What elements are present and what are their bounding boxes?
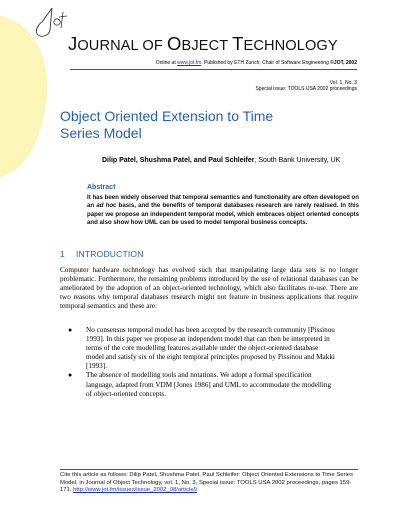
section-heading-introduction: 1 INTRODUCTION bbox=[60, 249, 144, 259]
intro-bullet-list bbox=[68, 326, 338, 399]
footer-divider bbox=[60, 469, 358, 470]
intro-paragraph: Computer hardware technology has evolved such that manipulating large data sets is no longer problematic. Furthermore, the remaining problems introduced by the use of relational databases can be ameliorated by the adoption of an object-oriented technology, which also facilitates re-use. There are two reasons why temporal databases research might not feature in business applications that require temporal semantics and these are: bbox=[60, 266, 358, 311]
list-item: ● No consensus temporal model has been accepted by the research community [Pissinou 1993]. In this paper we propose an independent model that can then be interpreted in terms of the core modelling features available under the object-oriented database model and satisfy six of the eight temporal principles proposed by Pissinou and Makki [1993]. bbox=[68, 326, 335, 371]
article-link[interactable]: http://www.jot.fm/issues/issue_2002_08/article9 bbox=[73, 487, 197, 494]
jot-link[interactable]: www.jot.fm bbox=[177, 60, 202, 66]
header-divider bbox=[70, 69, 357, 70]
citation: Cite this article as follows: Dilip Patel, Shushma Patel, Paul Schleifer: Object Oriented Extensions to Time Series Model, in Journal of Object Technology, vol. 1, No. 3, Special issue: TOOLS USA 2002 proceedings, pages 159-171. http://www.jot.fm/issues/issue_2002_08/article9 bbox=[60, 472, 354, 494]
list-item: ● The absence of modelling tools and notations. We adopt a formal specification language, adapted from VDM [Jones 1986] and UML to accommodate the modelling of object-oriented concepts. bbox=[68, 371, 332, 398]
issue-info: Vol. 1, No. 3 Special issue: TOOLS USA 2002 proceedings bbox=[255, 80, 357, 93]
bullet-icon: ● bbox=[68, 371, 73, 380]
authors: Dilip Patel, Shushma Patel, and Paul Schleifer, South Bank University, UK bbox=[102, 157, 341, 164]
abstract-heading: Abstract bbox=[87, 184, 116, 191]
bullet-icon: ● bbox=[68, 326, 73, 334]
paper-title: Object Oriented Extension to Time Series Model bbox=[60, 108, 274, 141]
abstract-text: It has been widely observed that temporal semantics and functionality are often developed on an ad hoc basis, and the benefits of temporal databases research are rarely realised. In this paper we propose an independent temporal model, which embraces object oriented concepts and also show how UML can be used to model temporal business concepts. bbox=[87, 194, 359, 226]
journal-title: JOURNAL OF OBJECT TECHNOLOGY bbox=[68, 33, 338, 54]
jot-logo-icon bbox=[30, 4, 70, 40]
online-info: Online at www.jot.fm. Published by ETH Zurich, Chair of Software Engineering ©JOT, 2002 bbox=[155, 60, 357, 66]
